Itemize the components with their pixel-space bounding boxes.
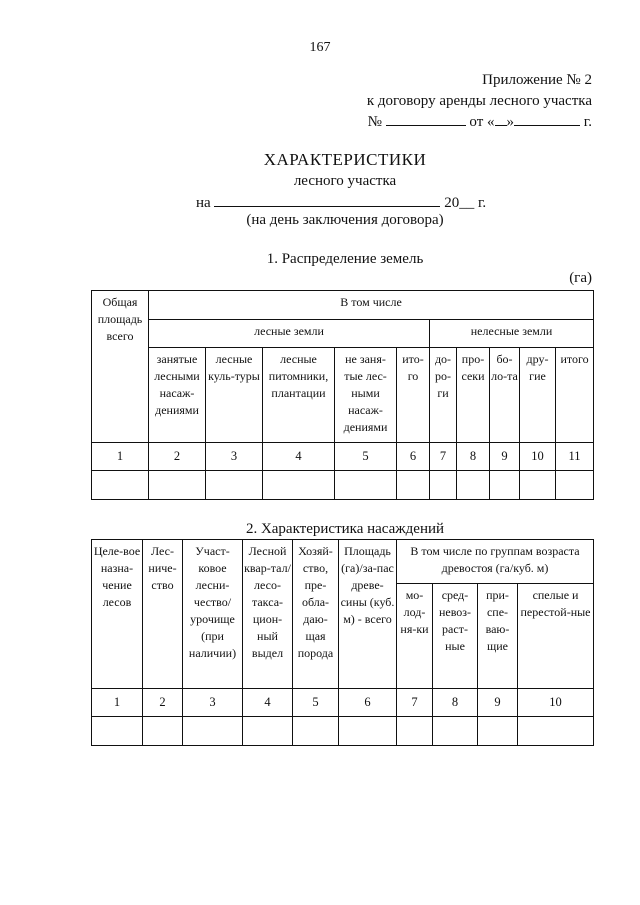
col-other: дру-гие (520, 348, 556, 443)
forest-lands-header: лесные земли (149, 320, 430, 348)
col-number: 4 (263, 443, 335, 471)
col-dominant-species: Хозяй-ство, пре-обла-даю-щая порода (293, 540, 339, 689)
col-total-area: Общая площадь всего (92, 291, 149, 443)
col-young: мо-лод-ня-ки (397, 584, 433, 689)
section1-unit: (га) (569, 270, 592, 286)
empty-cell (397, 717, 433, 746)
empty-cell (518, 717, 594, 746)
col-number: 10 (518, 689, 594, 717)
col-number: 3 (206, 443, 263, 471)
annex-year-label: г. (583, 114, 592, 130)
page-number: 167 (309, 40, 331, 55)
empty-cell (457, 471, 490, 500)
date-blank (214, 193, 440, 207)
date-line (196, 193, 486, 212)
section1-heading: 1. Распределение земель (266, 251, 424, 267)
col-number: 5 (335, 443, 397, 471)
empty-cell (397, 471, 430, 500)
annex-number-line (368, 112, 592, 133)
annex-from-label: от « (469, 114, 495, 130)
col-number: 7 (397, 689, 433, 717)
col-clearings: про-секи (457, 348, 490, 443)
land-distribution-table (91, 290, 594, 500)
col-number: 5 (293, 689, 339, 717)
col-number: 7 (430, 443, 457, 471)
date-prefix: на (196, 195, 211, 211)
annex-no-label: № (367, 114, 382, 130)
col-swamps: бо-ло-та (490, 348, 520, 443)
empty-cell (433, 717, 478, 746)
stands-characteristics-table (91, 539, 594, 746)
empty-cell (263, 471, 335, 500)
col-district-forestry: Участ-ковое лесни-чество/ урочище (при наличии) (183, 540, 243, 689)
including-header: В том числе (149, 291, 594, 320)
col-roads: до-ро-ги (430, 348, 457, 443)
col-number: 11 (556, 443, 594, 471)
annex-quote-mid: » (506, 114, 515, 130)
col-number: 3 (183, 689, 243, 717)
empty-cell (430, 471, 457, 500)
col-number: 10 (520, 443, 556, 471)
empty-cell (335, 471, 397, 500)
col-forestry: Лес-ниче-ство (143, 540, 183, 689)
col-nurseries: лесные питомники, плантации (263, 348, 335, 443)
col-number: 1 (92, 443, 149, 471)
annex-title: Приложение № 2 (482, 72, 592, 88)
empty-cell (92, 471, 149, 500)
col-number: 4 (243, 689, 293, 717)
col-number: 6 (339, 689, 397, 717)
col-number: 2 (149, 443, 206, 471)
contract-month-blank (514, 112, 580, 126)
empty-cell (293, 717, 339, 746)
col-number: 9 (490, 443, 520, 471)
col-quarter: Лесной квар-тал/ лесо-такса-цион-ный выдел (243, 540, 293, 689)
col-unforested: не заня-тые лес-ными насаж-дениями (335, 348, 397, 443)
col-number: 2 (143, 689, 183, 717)
annex-contract: к договору аренды лесного участка (366, 93, 592, 109)
col-forest-cultures: лесные куль-туры (206, 348, 263, 443)
empty-cell (183, 717, 243, 746)
empty-cell (149, 471, 206, 500)
empty-cell (339, 717, 397, 746)
col-nonforest-total: итого (556, 348, 594, 443)
empty-cell (478, 717, 518, 746)
col-number: 6 (397, 443, 430, 471)
date-year: 20__ г. (444, 195, 487, 211)
doc-title: ХАРАКТЕРИСТИКИ (263, 150, 427, 169)
col-area-stock: Площадь (га)/за-пас древе-сины (куб. м) - всего (339, 540, 397, 689)
section2-heading: 2. Характеристика насаждений (245, 521, 445, 537)
doc-subtitle: лесного участка (293, 173, 397, 189)
age-groups-header: В том числе по группам возраста древостоя (га/куб. м) (397, 540, 594, 584)
col-number: 8 (433, 689, 478, 717)
col-number: 8 (457, 443, 490, 471)
contract-day-blank (495, 112, 507, 126)
nonforest-lands-header: нелесные земли (430, 320, 594, 348)
col-number: 9 (478, 689, 518, 717)
empty-cell (490, 471, 520, 500)
empty-cell (143, 717, 183, 746)
empty-cell (556, 471, 594, 500)
col-purpose: Целе-вое назна-чение лесов (92, 540, 143, 689)
col-number: 1 (92, 689, 143, 717)
empty-cell (92, 717, 143, 746)
col-forest-total: ито-го (397, 348, 430, 443)
col-mature-overmature: спелые и перестой-ные (518, 584, 594, 689)
col-maturing: при-спе-ваю-щие (478, 584, 518, 689)
col-middle-aged: сред-невоз-раст-ные (433, 584, 478, 689)
empty-cell (243, 717, 293, 746)
col-forested: занятые лесными насаж-дениями (149, 348, 206, 443)
empty-cell (520, 471, 556, 500)
date-note: (на день заключения договора) (246, 212, 444, 228)
empty-cell (206, 471, 263, 500)
contract-number-blank (386, 112, 466, 126)
